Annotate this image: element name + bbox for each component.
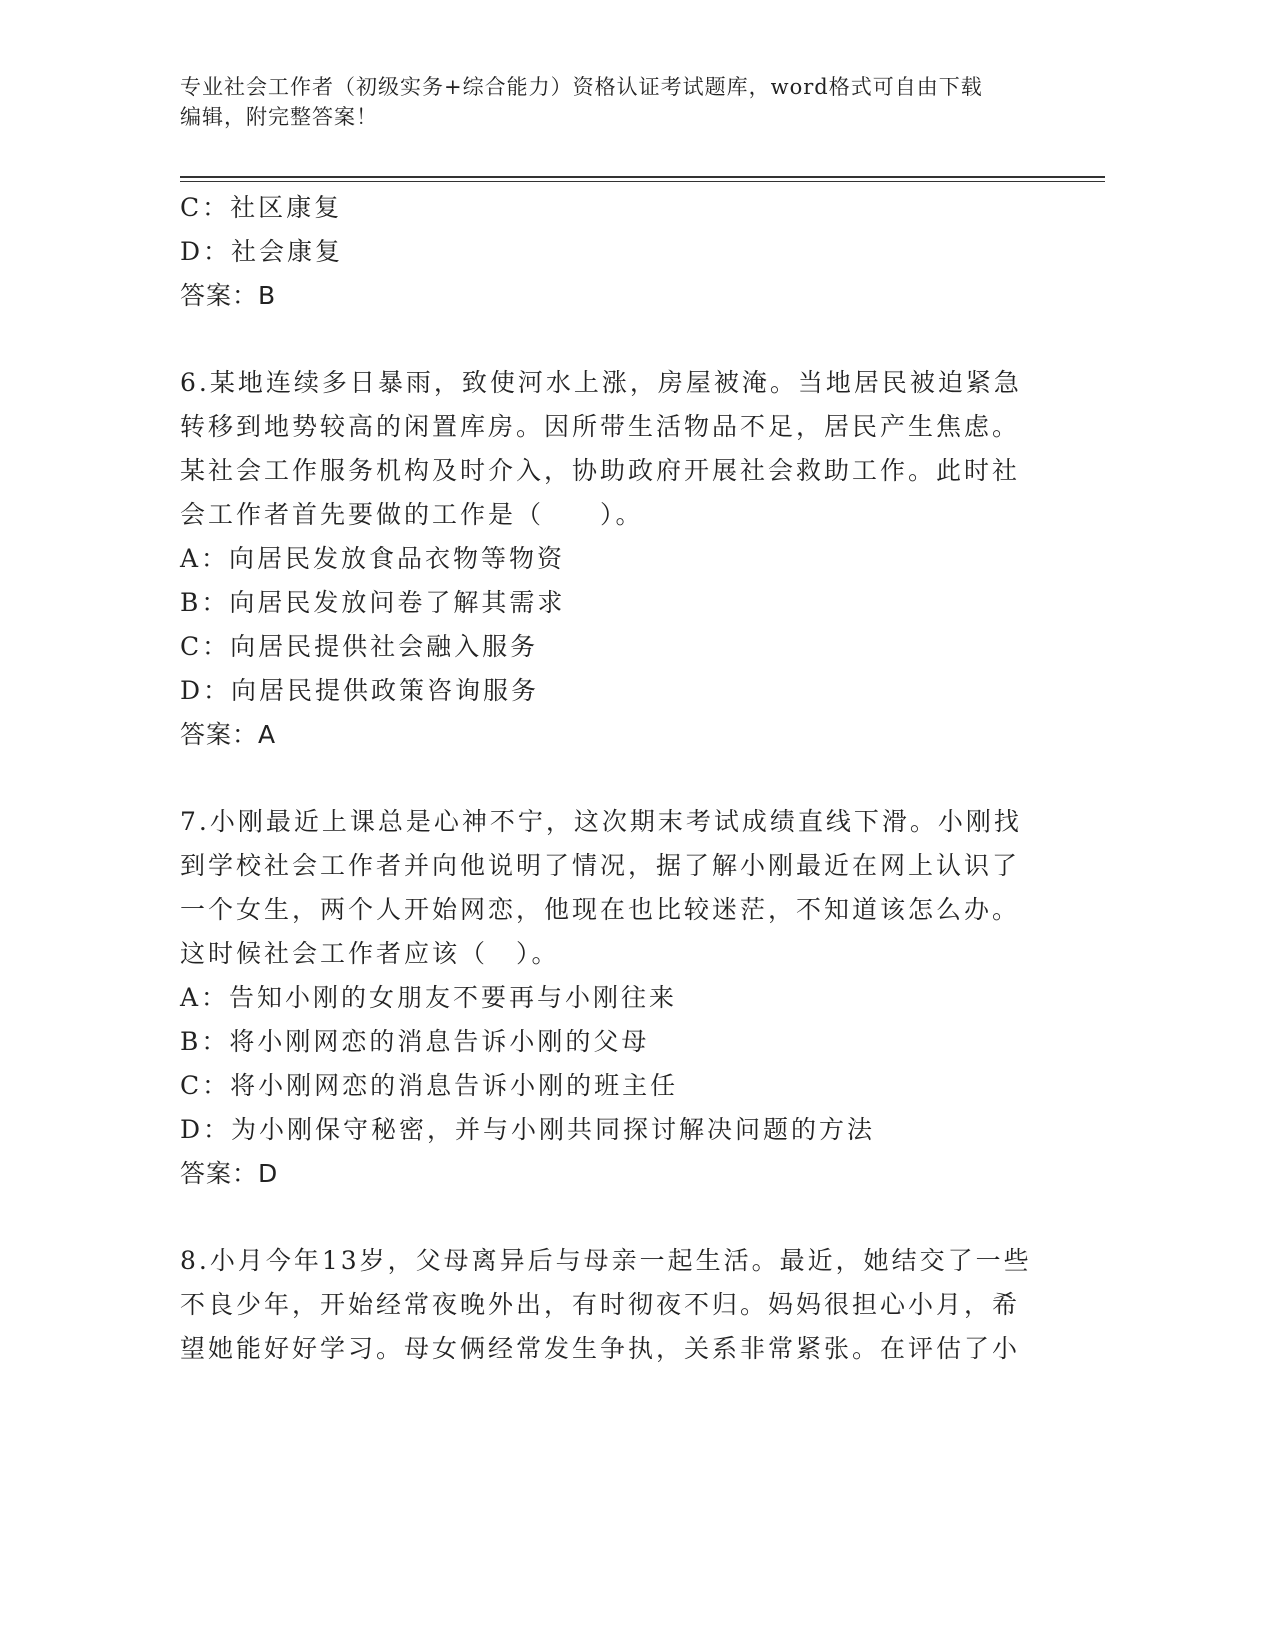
question-5-option-d: D：社会康复 <box>180 237 344 266</box>
question-8-stem-line: 望她能好好学习。母女俩经常发生争执，关系非常紧张。在评估了小 <box>180 1334 1021 1363</box>
question-7-option-a: A：告知小刚的女朋友不要再与小刚往来 <box>180 983 678 1012</box>
question-7-option-c: C：将小刚网恋的消息告诉小刚的班主任 <box>180 1071 679 1100</box>
question-6-option-c: C：向居民提供社会融入服务 <box>180 632 539 661</box>
question-7 <box>180 800 1080 1196</box>
question-7-option-d: D：为小刚保守秘密，并与小刚共同探讨解决问题的方法 <box>180 1115 876 1144</box>
question-7-stem-line: 到学校社会工作者并向他说明了情况，据了解小刚最近在网上认识了 <box>180 851 1021 880</box>
question-7-answer: 答案：D <box>180 1159 279 1188</box>
question-7-stem-line: 一个女生，两个人开始网恋，他现在也比较迷茫，不知道该怎么办。 <box>180 895 1021 924</box>
question-5-tail <box>180 186 1080 318</box>
header-title-line-1: 专业社会工作者（初级实务+综合能力）资格认证考试题库，word格式可自由下载 <box>180 75 983 99</box>
question-6-stem-line: 转移到地势较高的闲置库房。因所带生活物品不足，居民产生焦虑。 <box>180 412 1021 441</box>
spacer <box>180 757 1080 800</box>
document-body <box>180 186 1080 1371</box>
question-7-stem-line: 7.小刚最近上课总是心神不宁，这次期末考试成绩直线下滑。小刚找 <box>180 807 1022 836</box>
question-6 <box>180 361 1080 757</box>
spacer <box>180 1196 1080 1239</box>
question-5-option-c: C：社区康复 <box>180 193 343 222</box>
question-6-stem-line: 会工作者首先要做的工作是（ ）。 <box>180 500 644 529</box>
question-8-stem-line: 8.小月今年13岁，父母离异后与母亲一起生活。最近，她结交了一些 <box>180 1246 1032 1275</box>
spacer <box>180 318 1080 361</box>
question-7-stem-line: 这时候社会工作者应该（ ）。 <box>180 939 560 968</box>
header-title-line-2: 编辑，附完整答案！ <box>180 105 378 129</box>
question-5-answer: 答案：B <box>180 281 277 310</box>
page-header <box>180 72 1060 132</box>
question-8-stem-line: 不良少年，开始经常夜晚外出，有时彻夜不归。妈妈很担心小月，希 <box>180 1290 1021 1319</box>
question-6-answer: 答案：A <box>180 720 277 749</box>
question-6-stem-line: 6.某地连续多日暴雨，致使河水上涨，房屋被淹。当地居民被迫紧急 <box>180 368 1022 397</box>
question-6-option-a: A：向居民发放食品衣物等物资 <box>180 544 566 573</box>
header-divider <box>180 176 1105 182</box>
question-8 <box>180 1239 1080 1371</box>
question-6-option-b: B：向居民发放问卷了解其需求 <box>180 588 566 617</box>
question-7-option-b: B：将小刚网恋的消息告诉小刚的父母 <box>180 1027 650 1056</box>
question-6-option-d: D：向居民提供政策咨询服务 <box>180 676 540 705</box>
question-6-stem-line: 某社会工作服务机构及时介入，协助政府开展社会救助工作。此时社 <box>180 456 1021 485</box>
